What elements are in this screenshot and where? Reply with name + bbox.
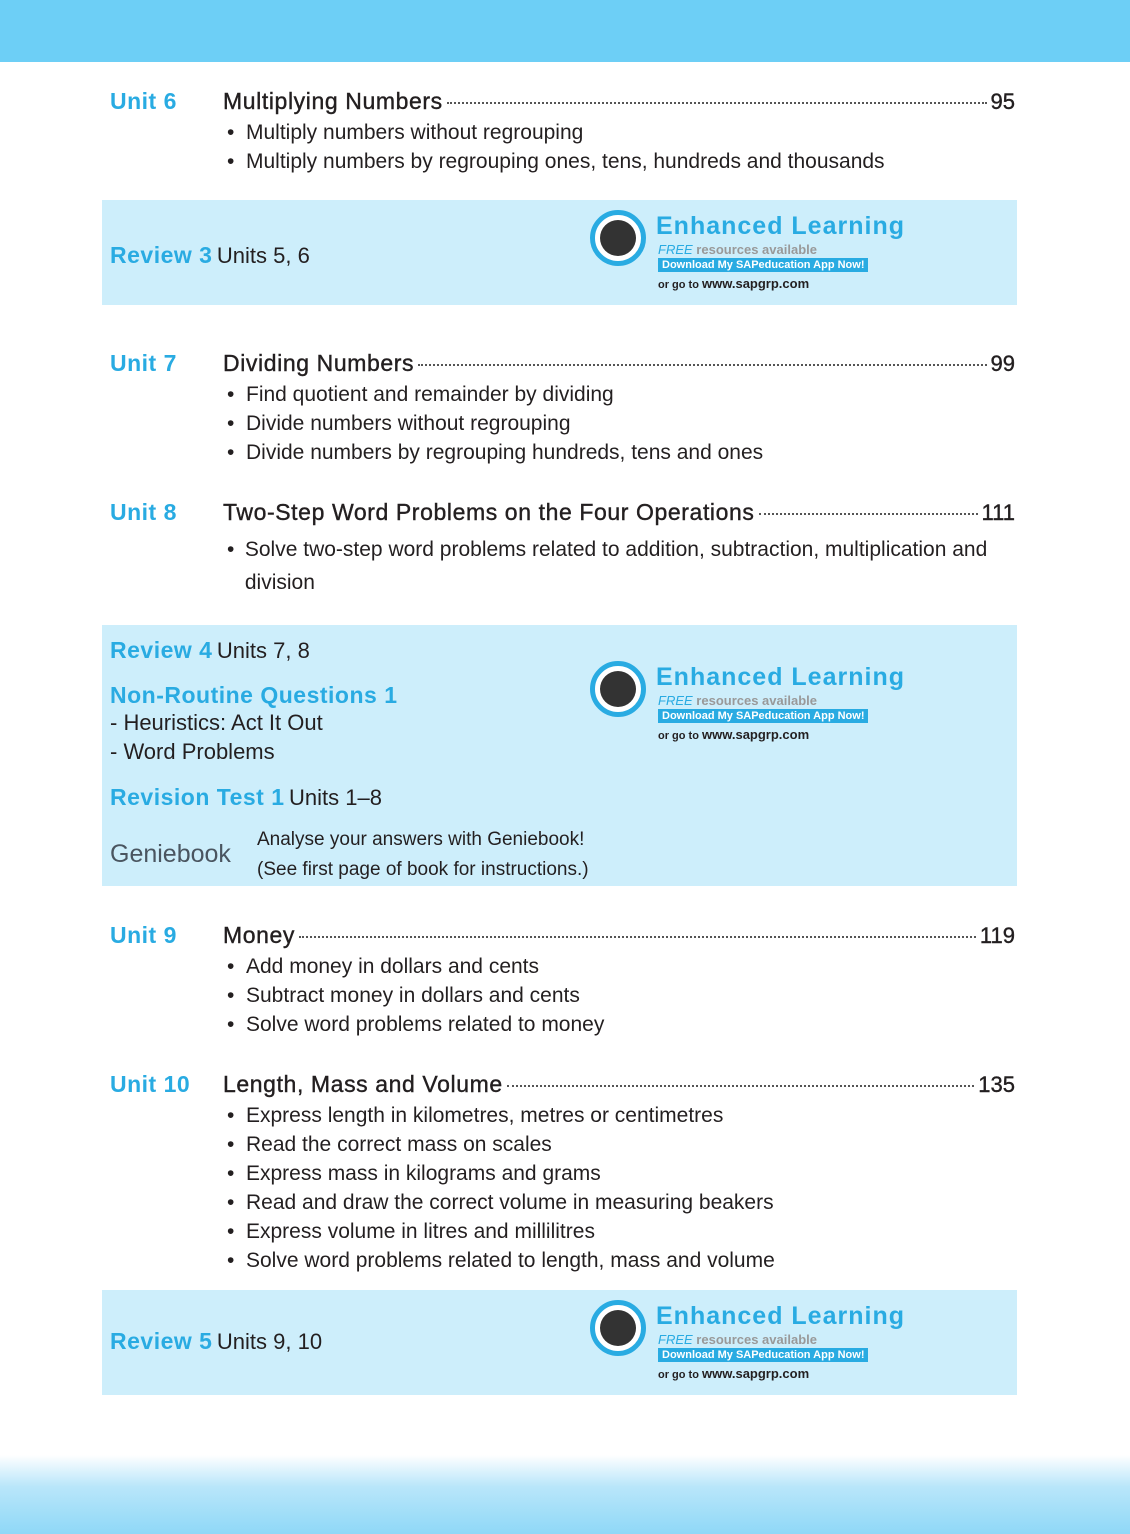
bullet-icon: • bbox=[227, 441, 235, 464]
goto-label: or go to bbox=[658, 730, 699, 742]
objective-text: Divide numbers by regrouping hundreds, tens and ones bbox=[246, 441, 764, 464]
geniebook-logo: Geniebook bbox=[110, 840, 231, 868]
unit-title[interactable]: Money bbox=[223, 922, 296, 948]
enhanced-learning-badge[interactable] bbox=[590, 210, 905, 291]
download-app-label[interactable]: Download My SAPeducation App Now! bbox=[658, 709, 868, 723]
objective-text: Express volume in litres and millilitres bbox=[246, 1220, 595, 1243]
list-item bbox=[223, 1159, 1015, 1188]
objective-text: Divide numbers without regrouping bbox=[246, 412, 571, 435]
review-units: Units 5, 6 bbox=[216, 243, 310, 268]
unit-label: Unit 10 bbox=[110, 1071, 191, 1097]
unit-10-entry bbox=[110, 1071, 1015, 1275]
objective-text: Read the correct mass on scales bbox=[246, 1133, 552, 1156]
review-label: Review 3 bbox=[110, 242, 213, 268]
objectives-list bbox=[223, 952, 1015, 1039]
list-item bbox=[223, 380, 1015, 409]
nrq-item: - Heuristics: Act It Out bbox=[110, 710, 323, 735]
list-item bbox=[223, 1101, 1015, 1130]
objectives-list bbox=[223, 533, 1015, 599]
list-item bbox=[223, 533, 1015, 599]
list-item bbox=[223, 118, 1015, 147]
enhanced-title: Enhanced Learning bbox=[656, 1302, 905, 1330]
dot-leader bbox=[759, 513, 978, 515]
review-3-box bbox=[102, 200, 1017, 305]
list-item bbox=[223, 147, 1015, 176]
bullet-icon: • bbox=[227, 1249, 235, 1272]
nrq-item: - Word Problems bbox=[110, 739, 275, 764]
unit-title[interactable]: Multiplying Numbers bbox=[223, 88, 443, 114]
page-number: 95 bbox=[990, 89, 1015, 114]
unit-title[interactable]: Dividing Numbers bbox=[223, 350, 415, 376]
unit-title[interactable]: Two-Step Word Problems on the Four Operations bbox=[223, 499, 755, 525]
list-item bbox=[223, 1217, 1015, 1246]
bullet-icon: • bbox=[227, 383, 235, 406]
review-5-box bbox=[102, 1290, 1017, 1395]
bullet-icon: • bbox=[227, 1104, 235, 1127]
resources-label: resources available bbox=[696, 693, 817, 708]
review-label: Review 5 bbox=[110, 1328, 213, 1354]
bottom-banner bbox=[0, 1455, 1130, 1534]
objective-text: Express mass in kilograms and grams bbox=[246, 1162, 601, 1185]
bullet-icon: • bbox=[227, 955, 235, 978]
download-app-label[interactable]: Download My SAPeducation App Now! bbox=[658, 258, 868, 272]
revision-units: Units 1–8 bbox=[288, 785, 382, 810]
unit-7-entry bbox=[110, 350, 1015, 467]
objective-text: Solve word problems related to money bbox=[246, 1013, 605, 1036]
list-item bbox=[223, 1188, 1015, 1217]
geniebook-line: Analyse your answers with Geniebook! bbox=[257, 829, 585, 850]
enhanced-title: Enhanced Learning bbox=[656, 212, 905, 240]
objectives-list bbox=[223, 380, 1015, 467]
objective-text: Multiply numbers by regrouping ones, tens, hundreds and thousands bbox=[246, 150, 885, 173]
objective-text: Multiply numbers without regrouping bbox=[246, 121, 584, 144]
objectives-list bbox=[223, 118, 1015, 176]
objectives-list bbox=[223, 1101, 1015, 1275]
geniebook-line: (See first page of book for instructions.) bbox=[257, 859, 589, 880]
unit-label: Unit 9 bbox=[110, 922, 177, 948]
revision-label: Revision Test 1 bbox=[110, 784, 285, 810]
dot-leader bbox=[299, 936, 976, 938]
page-number: 135 bbox=[978, 1072, 1015, 1097]
unit-8-entry bbox=[110, 499, 1015, 599]
bullet-icon: • bbox=[227, 150, 235, 173]
dot-leader bbox=[447, 102, 987, 104]
objective-text: Subtract money in dollars and cents bbox=[246, 984, 580, 1007]
page-number: 99 bbox=[990, 351, 1015, 376]
review-units: Units 9, 10 bbox=[216, 1329, 323, 1354]
free-label: FREE bbox=[658, 1332, 693, 1347]
bullet-icon: • bbox=[227, 412, 235, 435]
bullet-icon: • bbox=[227, 538, 235, 561]
unit-6-entry bbox=[110, 88, 1015, 176]
goto-label: or go to bbox=[658, 279, 699, 291]
website-link[interactable]: www.sapgrp.com bbox=[702, 1366, 810, 1381]
top-banner bbox=[0, 0, 1130, 62]
objective-text: Solve word problems related to length, mass and volume bbox=[246, 1249, 775, 1272]
free-label: FREE bbox=[658, 242, 693, 257]
bullet-icon: • bbox=[227, 121, 235, 144]
page-number: 119 bbox=[979, 923, 1015, 948]
download-app-label[interactable]: Download My SAPeducation App Now! bbox=[658, 1348, 868, 1362]
resources-label: resources available bbox=[696, 242, 817, 257]
page-number: 111 bbox=[981, 500, 1015, 525]
bullet-icon: • bbox=[227, 1191, 235, 1214]
dot-leader bbox=[507, 1085, 975, 1087]
app-logo-icon bbox=[590, 210, 646, 266]
free-label: FREE bbox=[658, 693, 693, 708]
enhanced-learning-badge[interactable] bbox=[590, 661, 905, 742]
list-item bbox=[223, 409, 1015, 438]
dot-leader bbox=[418, 364, 986, 366]
unit-label: Unit 8 bbox=[110, 499, 177, 525]
unit-label: Unit 7 bbox=[110, 350, 177, 376]
objective-text: Read and draw the correct volume in measuring beakers bbox=[246, 1191, 774, 1214]
list-item bbox=[223, 1130, 1015, 1159]
bullet-icon: • bbox=[227, 984, 235, 1007]
list-item bbox=[223, 981, 1015, 1010]
non-routine-label: Non-Routine Questions 1 bbox=[110, 682, 398, 708]
bullet-icon: • bbox=[227, 1220, 235, 1243]
website-link[interactable]: www.sapgrp.com bbox=[702, 727, 810, 742]
app-logo-icon bbox=[590, 661, 646, 717]
enhanced-learning-badge[interactable] bbox=[590, 1300, 905, 1381]
unit-title[interactable]: Length, Mass and Volume bbox=[223, 1071, 503, 1097]
objective-text: Express length in kilometres, metres or centimetres bbox=[246, 1104, 724, 1127]
objective-text: Find quotient and remainder by dividing bbox=[246, 383, 614, 406]
website-link[interactable]: www.sapgrp.com bbox=[702, 276, 810, 291]
bullet-icon: • bbox=[227, 1133, 235, 1156]
unit-label: Unit 6 bbox=[110, 88, 177, 114]
enhanced-title: Enhanced Learning bbox=[656, 663, 905, 691]
bullet-icon: • bbox=[227, 1013, 235, 1036]
review-4-box bbox=[102, 625, 1017, 886]
bullet-icon: • bbox=[227, 1162, 235, 1185]
unit-9-entry bbox=[110, 922, 1015, 1039]
list-item bbox=[223, 1246, 1015, 1275]
objective-text: Add money in dollars and cents bbox=[246, 955, 540, 978]
list-item bbox=[223, 1010, 1015, 1039]
objective-text: Solve two-step word problems related to addition, subtraction, multiplication and division bbox=[244, 538, 988, 594]
goto-label: or go to bbox=[658, 1369, 699, 1381]
app-logo-icon bbox=[590, 1300, 646, 1356]
resources-label: resources available bbox=[696, 1332, 817, 1347]
review-units: Units 7, 8 bbox=[216, 638, 310, 663]
list-item bbox=[223, 952, 1015, 981]
review-label: Review 4 bbox=[110, 637, 213, 663]
list-item bbox=[223, 438, 1015, 467]
